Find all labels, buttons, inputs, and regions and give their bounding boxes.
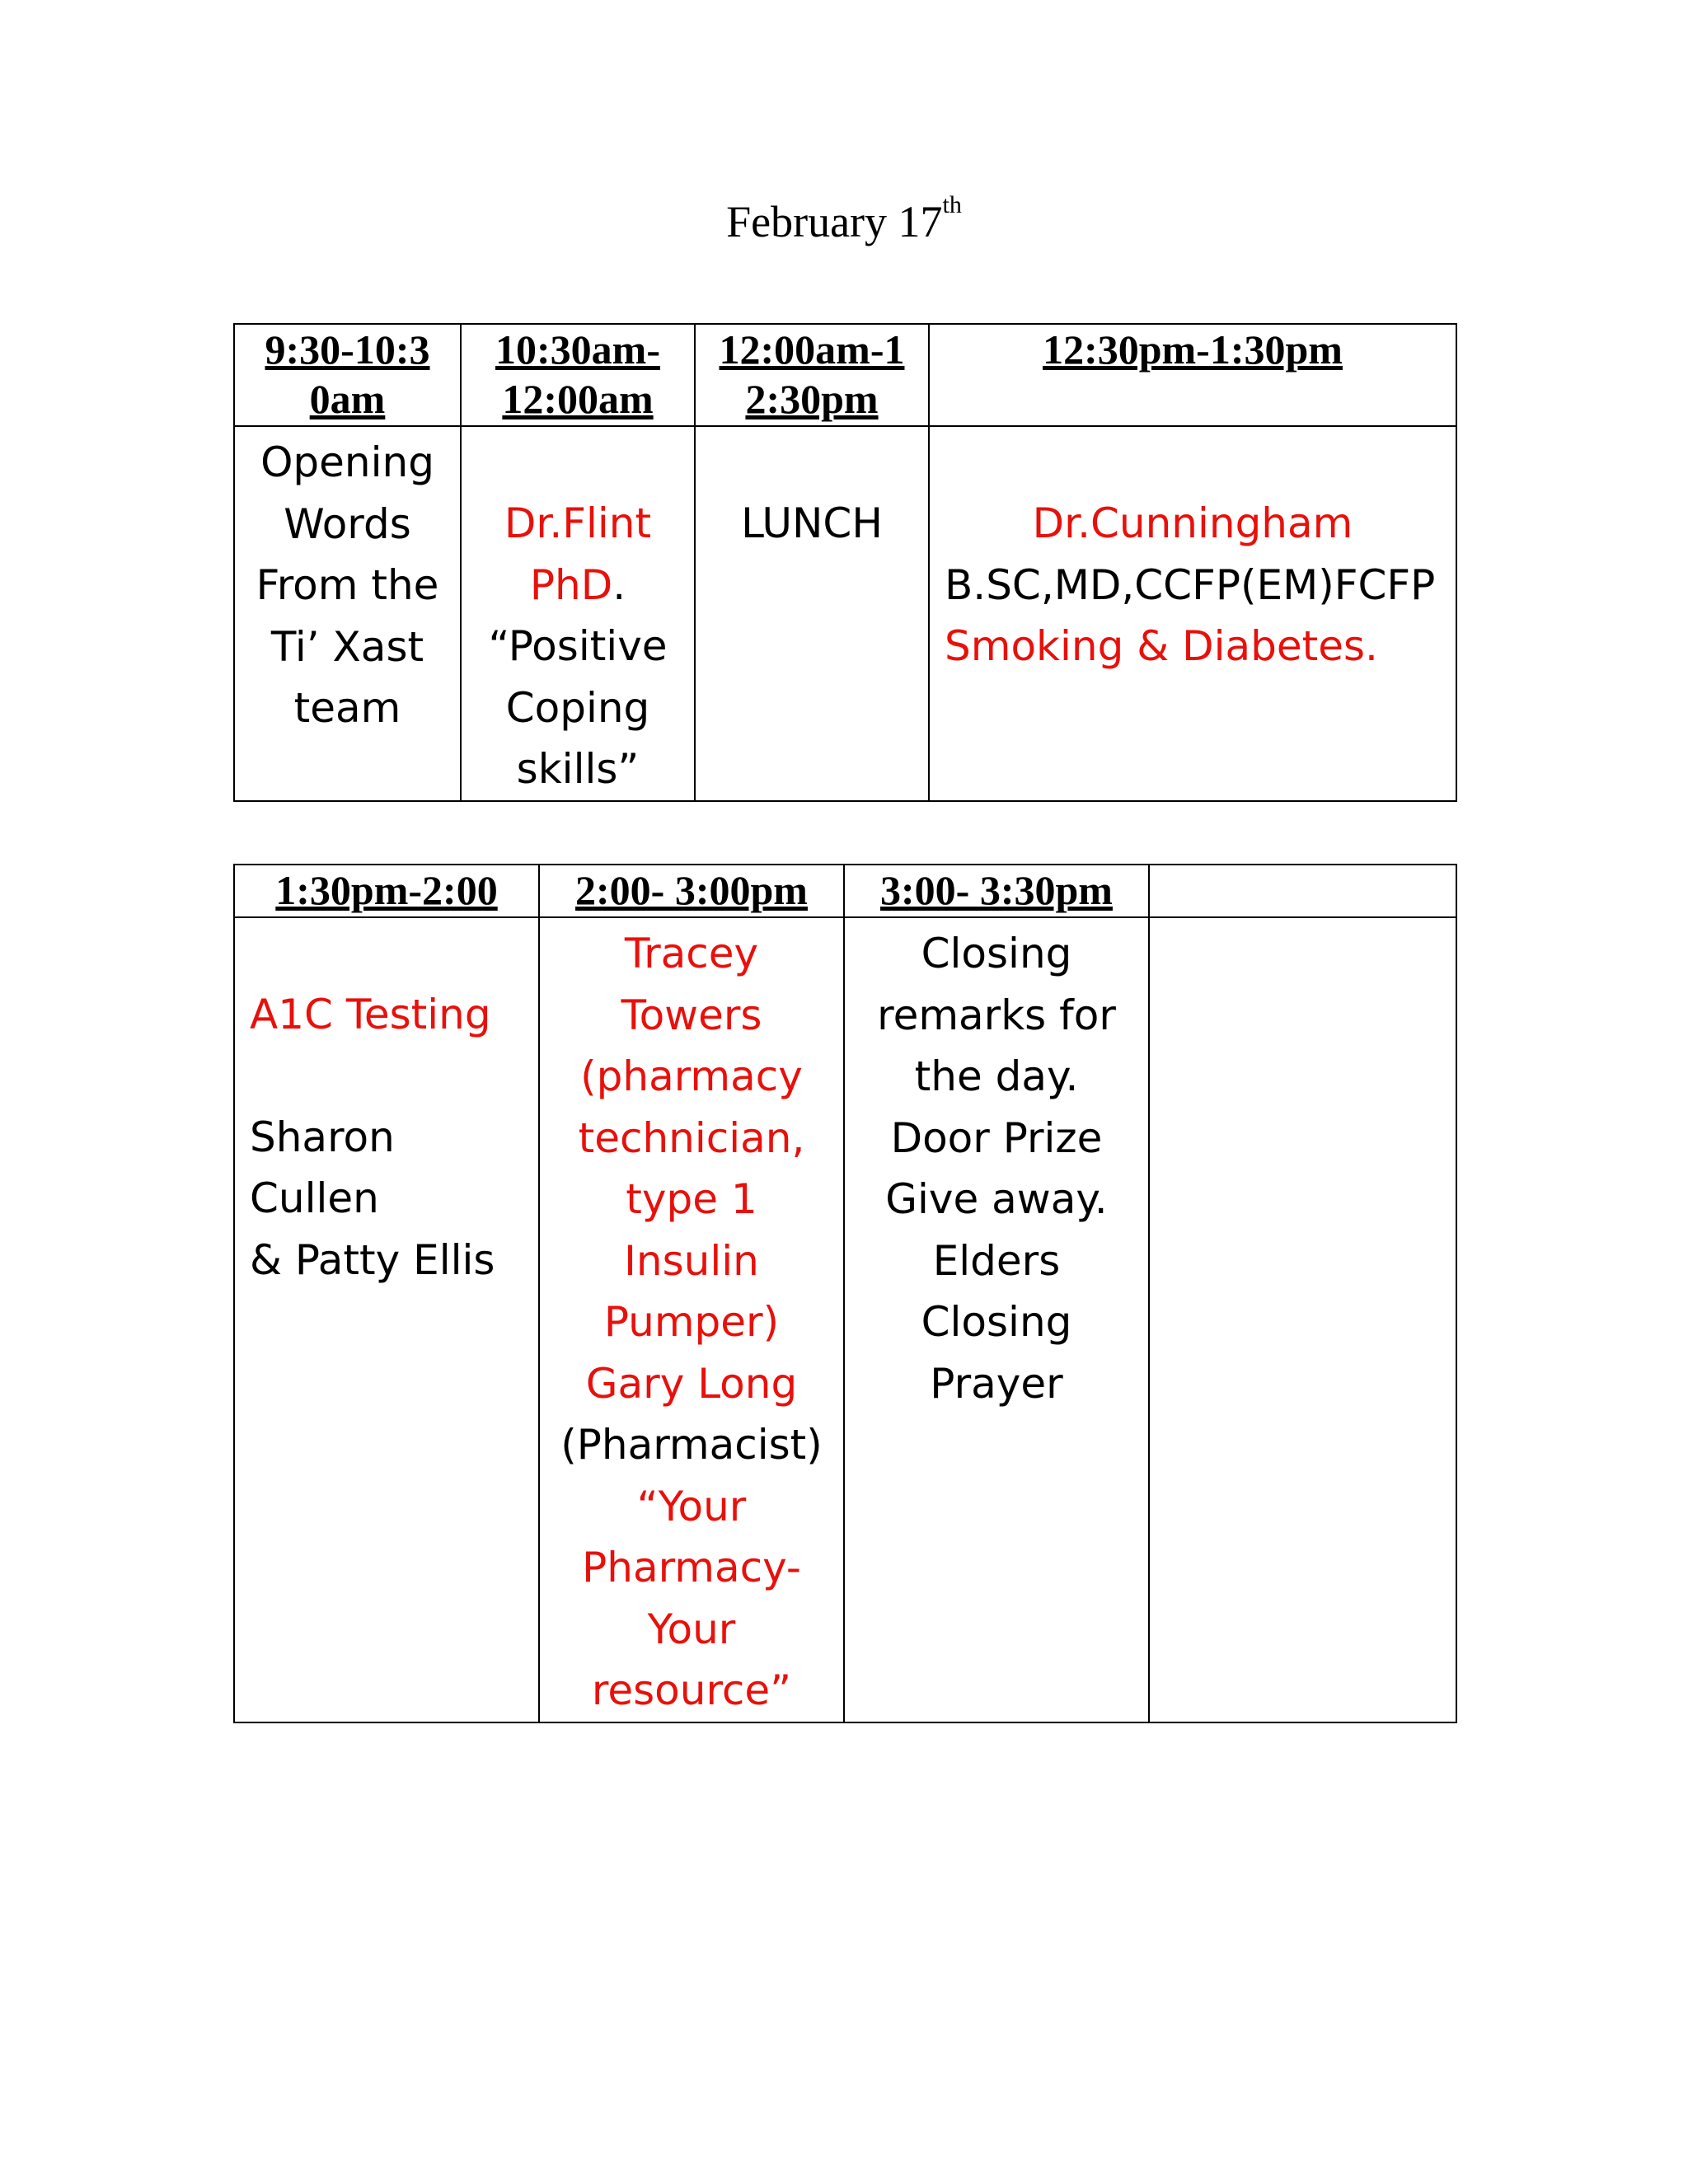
pharmacy-cell: Tracey Towers (pharmacy technician, type 1 Insulin Pumper) Gary Long (Pharmacist) “Your Pharmacy- Your resource” — [539, 917, 844, 1722]
schedule-table-afternoon — [233, 864, 1457, 1723]
title-suffix: th — [942, 191, 962, 218]
header-slot-empty — [1149, 865, 1456, 917]
empty-cell — [1149, 917, 1456, 1722]
header-slot-4: 12:30pm-1:30pm — [929, 324, 1456, 426]
opening-words-cell: Opening Words From the Ti’ Xast team — [234, 426, 461, 801]
title-text: February 17 — [726, 197, 943, 246]
header-slot-2: 10:30am- 12:00am — [461, 324, 695, 426]
dr-flint-cell: Dr.Flint PhD. “Positive Coping skills” — [461, 426, 695, 801]
page-title — [0, 191, 1688, 247]
header-slot-7: 3:00- 3:30pm — [844, 865, 1149, 917]
header-slot-6: 2:00- 3:00pm — [539, 865, 844, 917]
dr-cunningham-cell: Dr.Cunningham B.SC,MD,CCFP(EM)FCFP Smoking & Diabetes. — [929, 426, 1456, 801]
header-slot-3: 12:00am-1 2:30pm — [695, 324, 929, 426]
a1c-testing-cell: A1C Testing Sharon Cullen & Patty Ellis — [234, 917, 539, 1722]
header-slot-5: 1:30pm-2:00 — [234, 865, 539, 917]
schedule-table-morning — [233, 323, 1457, 802]
header-slot-1: 9:30-10:3 0am — [234, 324, 461, 426]
lunch-cell: LUNCH — [695, 426, 929, 801]
closing-remarks-cell: Closing remarks for the day. Door Prize Give away. Elders Closing Prayer — [844, 917, 1149, 1722]
